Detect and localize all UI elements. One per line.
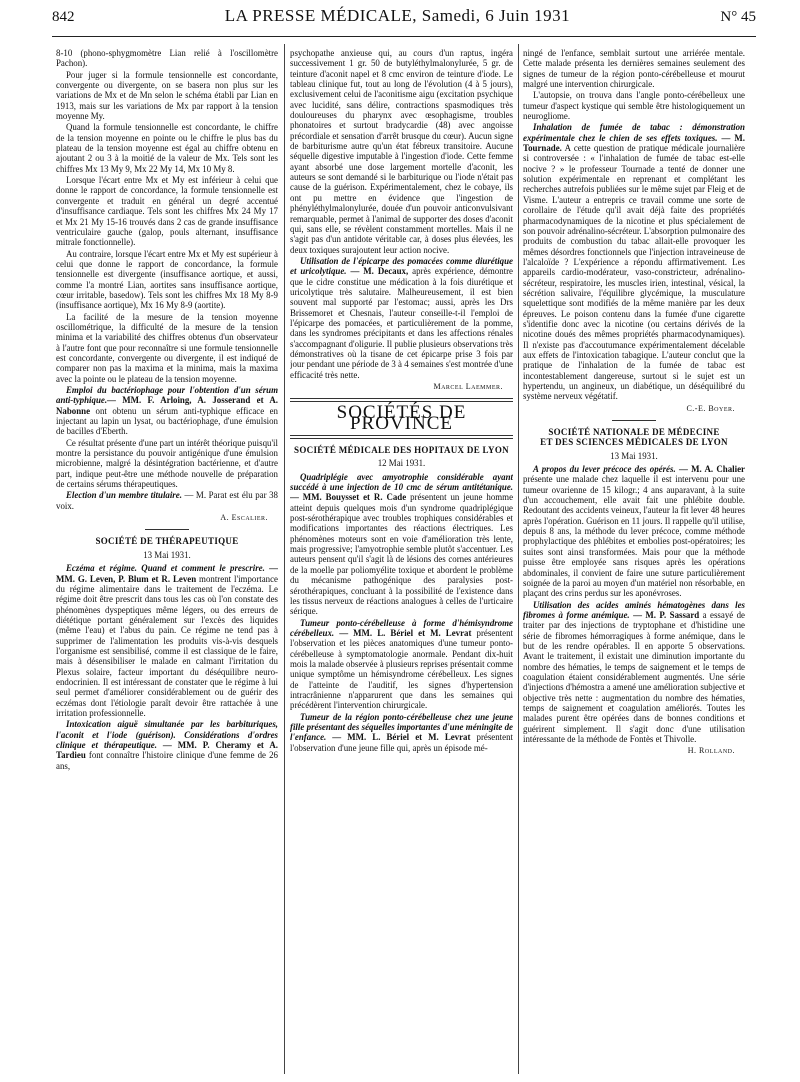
- article-title: Election d'un membre titulaire.: [66, 490, 182, 501]
- article-title: A propos du lever précoce des opérés.: [533, 464, 676, 475]
- article-authors: — MM. G. Leven, P. Blum et R. Leven: [56, 563, 278, 584]
- society-heading: SOCIÉTÉ NATIONALE DE MÉDECINE: [548, 427, 720, 438]
- article-body: présentent un jeune homme atteint depuis quelques mois d'un syndrome quadriplégique post-sérothérapique avec troubles trophiques considérables et modifications importantes des réactions électriques. Les phénomènes moteurs sont en voie d'amélioration très lente, mais progressive; l'amyotrophie semble plutôt s'accentuer. Les auteurs pensent qu'il s'agit là de lésions des cornes antérieures de la moelle par poliomyélite toxique et abordent le problème du mécanisme pathogénique des paralysies post-sérothérapiques, concluant à la possibilité de l'existence dans les tissus nerveux de réactions analogues à celles de l'urticaire sérique.: [290, 492, 513, 617]
- article-authors: — MM. L. Bériel et M. Levrat: [326, 732, 471, 743]
- article-title: Eczéma et régime. Quand et comment le prescrire.: [66, 563, 265, 574]
- article-authors: — MM. L. Bériel et M. Levrat: [334, 627, 472, 638]
- issue-number: N° 45: [720, 9, 756, 25]
- section-heading: SOCIÉTÉS DE PROVINCE: [336, 402, 467, 434]
- article: [523, 464, 745, 598]
- article-body: présentent l'observation d'une jeune fille qui, après un épisode mé-: [290, 732, 513, 753]
- paragraph: Ce résultat présente d'une part un intérêt théorique puisqu'il montre la persistance du pouvoir antigénique d'une émulsion microbienne, malgré la désintégration bactérienne, et d'autre part, indique peut-être une méthode nouvelle de préparation de certains sérums thérapeutiques.: [56, 437, 278, 490]
- article: [56, 719, 278, 771]
- session-date: 13 Mai 1931.: [610, 450, 658, 461]
- article-body: présentent l'observation et les pièces anatomiques d'une tumeur ponto-cérébelleuse à symptomatologie anormale. Pendant dix-huit mois la malade observée à plusieurs reprises présentait comme unique symptôme un hémisyndrome cérébelleux. Les signes de l'atteinte de l'auditif, les signes d'hypertension intracrânienne n'apparurent que dans les semaines qui précédèrent l'intervention chirurgicale.: [290, 627, 513, 711]
- column-left: [56, 48, 278, 1076]
- signature: H. Rolland.: [687, 746, 735, 756]
- article-title: Utilisation des acides aminés hématogènes dans les fibromes à forme anémique.: [523, 599, 745, 620]
- session-date: 12 Mai 1931.: [377, 458, 426, 469]
- article-body: font connaître l'histoire clinique d'une femme de 26 ans,: [56, 750, 278, 771]
- article-title: Emploi du bactériophage pour l'obtention d'un sérum anti-typhique.: [56, 385, 278, 406]
- paragraph: psychopathe anxieuse qui, au cours d'un raptus, ingéra successivement 1 gr. 50 de butyléthylmalonylurée, 5 gr. de teinture d'aconit napel et 8 cmc environ de teinture d'iode. Le tableau clinique fut, tout au long de l'évolution (4 à 5 jours), exclusivement celui de l'aconitisme aigu (excitation psychique avec lucidité, sans délire, contractions spasmodiques très douloureuses du pharynx avec œsophagisme, troubles phonatoires et surtout bradycardie (48) avec angoisse précordiale et sensation d'arrêt brusque du cœur). Aucun signe de barbiturisme autre qu'un état fébreux transitoire. Aucune séquelle digestive imputable à l'ingestion d'iode. Cette femme ayant absorbé une dose largement mortelle d'aconit, les auteurs se sont demandé si le barbiturique ou l'iode n'était pas cause de la guérison. Expérimentalement, chez le cobaye, ils ont pu mettre en évidence que l'ingestion de phényléthylmalonylurée, douée d'un pouvoir anticonvulsivant remarquable, permet à l'animal de supporter des doses d'aconit qui, sans elle, se révèlent constamment mortelles. Mais il ne s'agit pas d'un antidote véritable car, à doses plus élevées, les deux toxiques surajoutent leur action nocive.: [290, 48, 513, 255]
- journal-title: LA PRESSE MÉDICALE, Samedi, 6 Juin 1931: [224, 6, 571, 25]
- paragraph: Pour juger si la formule tensionnelle est concordante, convergente ou divergente, on se basera non plus sur les variations de Mx et de Mn selon le schéma établi par Lian en 1913, mais sur les variations de Mx par rapport à la tension moyenne My.: [56, 69, 278, 122]
- article-body: après expérience, démontre que le cidre constitue une médication à la fois diurétique et uricolytique très salutaire. Malheureusement, il est bien souvent mal supporté par l'estomac; aussi, après les Drs Brissemoret et Chesnais, l'auteur conseille-t-il l'emploi de l'épicarpe des pomacées, et particulièrement de la pomme, dans les syndromes précipitants et dans les affections rénales s'accompagnant d'oligurie. Il publie plusieurs observations très démonstratives où la tisane de cet épicarpe prise 3 fois par jour pendant une période de 3 à 4 semaines s'est montrée d'une efficacité très nette.: [290, 266, 513, 380]
- paragraph: Au contraire, lorsque l'écart entre Mx et My est supérieur à celui que donne le rapport de concordance, la formule tensionnelle est divergente (insuffisance aortique, et aussi, comme l'a montré Lian, aortites sans insuffisance aortique, cœur irritable, basedow). Tels sont les chiffres Mx 18 My 8-9 (insuffisance aortique), Mx 16 My 8-9 (aortite).: [56, 248, 278, 311]
- article-authors: — M. P. Sassard: [629, 609, 700, 620]
- article-authors: — MM. P. Cheramy et A. Tardieu: [56, 740, 278, 761]
- article-title: Inhalation de fumée de tabac : démonstration expérimentale chez le chien de ses effets toxiques.: [523, 122, 745, 143]
- paragraph: La facilité de la mesure de la tension moyenne oscillométrique, la difficulté de la mesure de la tension minima et la variabilité des chiffres obtenus d'un observateur à l'autre font que pour reconnaître si une formule tensionnelle est concordante, convergente ou divergente, il est indiqué de comparer non pas la maxima et la minima, mais la maxima avec la pointe ou le plateau de la tension moyenne.: [56, 311, 278, 384]
- paragraph: 8-10 (phono-sphygmomètre Lian relié à l'oscillomètre Pachon).: [56, 48, 278, 69]
- article: [290, 472, 513, 617]
- article: [56, 385, 278, 437]
- divider: [145, 529, 189, 530]
- article-authors: — M. A. Chalier: [675, 464, 745, 475]
- paragraph: Lorsque l'écart entre Mx et My est inférieur à celui que donne le rapport de concordance, la formule tensionnelle est convergente et traduit en général un degré accentué d'insuffisance cardiaque. Tels sont les chiffres Mx 24 My 17 et Mx 21 My 15-16 trouvés dans 2 cas de grande insuffisance ventriculaire gauche (galop, pouls alternant, insuffisance mitrale fonctionnelle).: [56, 175, 278, 248]
- article-title: Intoxication aiguë simultanée par les barbituriques, l'aconit et l'iode (guérison). Considérations d'ordres clinique et thérapeutique.: [56, 719, 278, 750]
- society-heading-line2: ET DES SCIENCES MÉDICALES DE LYON: [540, 437, 728, 448]
- paragraph: ningé de l'enfance, semblait surtout une arriérée mentale. Cette malade présenta les dernières semaines seulement des signes de tumeur de la région ponto-cérébelleuse et mourut malgré une intervention chirurgicale.: [523, 48, 745, 90]
- article-authors: — M. Decaux,: [346, 266, 409, 277]
- article-title: Quadriplégie avec amyotrophie considérable ayant succédé à une injection de 10 cmc de sérum antitétanique.: [290, 471, 513, 493]
- column-rule: [518, 44, 519, 1074]
- article: [56, 563, 278, 718]
- signature: A. Escalier.: [220, 513, 268, 523]
- article: [290, 712, 513, 753]
- article-title: Tumeur ponto-cérébelleuse à forme d'hémisyndrome cérébelleux.: [290, 617, 513, 638]
- page-number: 842: [52, 9, 75, 25]
- paragraph: L'autopsie, on trouva dans l'angle ponto-cérébelleux une tumeur d'aspect kystique qui semble être histologiquement un neurogliome.: [523, 90, 745, 122]
- article: [56, 490, 278, 511]
- article: [523, 600, 745, 745]
- article-body: montrent l'importance du régime alimentaire dans le traitement de l'eczéma. Le régime doit être prescrit dans tous les cas où l'on constate des phénomènes dyspeptiques même légers, ou des erreurs de diététique portant généralement sur l'excès des liquides (même l'eau) et l'abus du pain. Ce régime ne tend pas à supprimer de l'alimentation les produits vis-à-vis desquels l'organisme est sensibilisé, comme il est classique de le faire, mais à désensibiliser le malade en calmant l'irritation du Plexus solaire, facteur important du déséquilibre neuro-endocrinien. Il est intéressant de constater que le régime à lui seul permet d'améliorer considérablement ou de guérir des eczémas dont l'étiologie paraît devoir être rattachée à une irritation professionnelle.: [56, 573, 278, 718]
- double-rule: [290, 435, 513, 439]
- session-date: 13 Mai 1931.: [143, 549, 191, 560]
- article-body: A cette question de pratique médicale journalière si controversée : « l'inhalation de fumée de tabac est-elle nocive ? » le professeur Tournade a tenté de donner une solution expérimentale en reprenant et complétant les recherches autrefois publiées sur le même sujet par Fleig et de Visme. L'auteur a entrepris ce travail comme une sorte de corollaire de l'étude qu'il avait déjà faite des propriétés pharmacodynamiques de la nicotine et plus spécialement de son pouvoir adrénalino-sécréteur. L'absorption pulmonaire des produits de combustion du tabac allait-elle provoquer les mêmes désordres fonctionnels que l'injection intraveineuse de l'alcaloïde ? L'expérience a répondu affirmativement. Les appareils cardio-modérateur, vaso-constricteur, adrénalino-sécréteur, respiratoire, les muscles irien, intestinal, vésical, la sécrétion salivaire, l'équilibre glycémique, la musculature squelettique sont modifiés de la même manière par les deux épreuves. Le poison contenu dans la fumée d'une cigarette s'identifie donc avec la nicotine (ou certains dérivés de la nicotine doués des mêmes propriétés pharmacodynamiques). Il n'existe pas d'accoutumance expérimentalement décelable aux effets de l'intoxication tabagique. L'auteur conclut que la pratique de l'inhalation de la fumée de tabac est incontestablement dangereuse, surtout si le sujet est un hypertendu, un angineux, un diabétique, un déséquilibré du système nerveux végétatif.: [523, 143, 745, 402]
- paragraph: Quand la formule tensionnelle est concordante, le chiffre de la tension moyenne en pointe ou le chiffre le plus bas du plateau de la tension moyenne est égal au chiffre obtenu en ajoutant 2 ou 3 à la moitié de la valeur de Mx. Tels sont les chiffres Mx 13 My 9, Mx 22 My 14, Mx 10 My 8.: [56, 122, 278, 174]
- article-authors: — MM. Bouysset et R. Cade: [290, 492, 407, 503]
- article-body: — M. Parat est élu par 38 voix.: [56, 490, 278, 511]
- signature: C.-E. Boyer.: [686, 403, 735, 413]
- signature: Marcel Laemmer.: [433, 382, 503, 391]
- article: [290, 618, 513, 711]
- article-body: présente une malade chez laquelle il est intervenu pour une tumeur ovarienne de 15 kilogr.; 4 ans auparavant, à la suite d'un accouchement, elle avait fait une phlébite double. Redoutant des accidents veineux, l'auteur la fit lever 48 heures après l'opération. Guérison en 11 jours. Il rappelle qu'il utilise, depuis 8 ans, la méthode du lever précoce, comme méthode prophylactique des phlébites et embolies post-opératoires; les suites sont ainsi transformées. Mais pour que la méthode puisse être employée sans risques après les opérations abdominales, il convient de faire une suture particulièrement soignée de la paroi au moyen d'un matériel non résorbable, en plaçant des crins perdus sur les aponévroses.: [523, 474, 745, 599]
- article-title: Tumeur de la région ponto-cérébelleuse chez une jeune fille présentant des séquelles importantes d'une méningite de l'enfance.: [290, 711, 513, 743]
- article-title: Utilisation de l'épicarpe des pomacées comme diurétique et uricolytique.: [290, 255, 513, 277]
- column-right: [523, 48, 745, 1076]
- society-heading: SOCIÉTÉ DE THÉRAPEUTIQUE: [95, 536, 239, 547]
- society-heading: SOCIÉTÉ MÉDICALE DES HOPITAUX DE LYON: [294, 445, 509, 456]
- masthead: [52, 6, 756, 37]
- article-authors: — MM. F. Arloing, A. Josserand et A. Nabonne: [56, 395, 278, 416]
- column-rule: [284, 44, 285, 1074]
- divider: [612, 420, 656, 421]
- article-body: a essayé de traiter par des injections de tryptophane et d'histidine une série de fibromes hémorragiques à forme anémique, dans le but de les rendre opérables. Il en apporte 5 observations. Avant le traitement, il existait une diminution importante du nombre des hématies, le temps de saignement et le temps de coagulation étaient considérablement augmentés. Une série d'injections d'hémostra a amené une amélioration subjective et objective très nette : augmentation du nombre des hématies, temps de saignement et coagulation améliorés. Toutes les malades purent être opérées dans de bonnes conditions et guérirent simplement. Il s'agit donc d'une utilisation intéressante de la méthode de Fontès et Thivolle.: [523, 609, 745, 744]
- article: [523, 122, 745, 401]
- article: [290, 256, 513, 380]
- article-body: ont obtenu un sérum anti-typhique efficace en injectant au lapin un lysat, ou bactériophage, d'une émulsion de bacilles d'Eberth.: [56, 405, 278, 437]
- article-authors: — M. Tournade.: [523, 132, 745, 154]
- column-middle: [290, 48, 513, 1076]
